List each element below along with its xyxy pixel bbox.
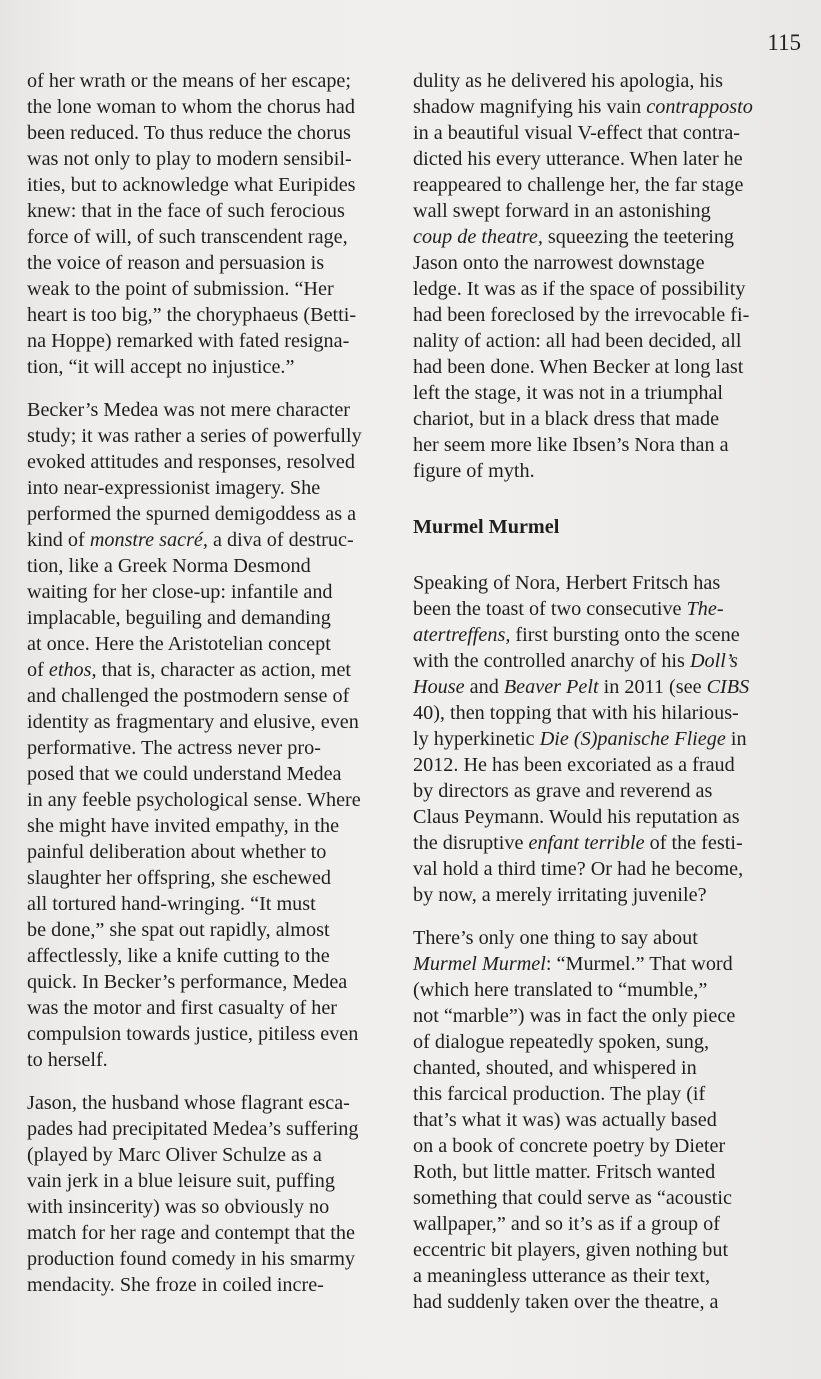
text-line: slaughter her offspring, she eschewed xyxy=(27,867,332,889)
text-run: and xyxy=(464,676,504,698)
text-line: performative. The actress never pro- xyxy=(27,737,321,759)
text-line: figure of myth. xyxy=(413,460,535,482)
italic-term: atertreffens, xyxy=(413,624,511,646)
text-run: : “Murmel.” That word xyxy=(545,953,733,975)
text-run: shadow magnifying his vain xyxy=(413,96,647,118)
text-line: chariot, but in a black dress that made xyxy=(413,408,720,430)
text-line: performed the spurned demigoddess as a xyxy=(27,503,357,525)
text-line: was the motor and first casualty of her xyxy=(27,997,338,1019)
text-line: vain jerk in a blue leisure suit, puffing xyxy=(27,1170,335,1192)
text-line: at once. Here the Aristotelian concept xyxy=(27,633,331,655)
text-line: into near-expressionist imagery. She xyxy=(27,477,321,499)
text-line: nality of action: all had been decided, all xyxy=(413,330,742,352)
paragraph xyxy=(27,1090,397,1298)
text-line: the voice of reason and persuasion is xyxy=(27,252,325,274)
text-line: be done,” she spat out rapidly, almost xyxy=(27,919,330,941)
text-line: study; it was rather a series of powerfully xyxy=(27,425,362,447)
italic-term: enfant terrible xyxy=(528,832,645,854)
italic-term: contrapposto xyxy=(646,96,753,118)
text-run: kind of xyxy=(27,529,90,551)
text-line xyxy=(413,596,785,622)
text-line: production found comedy in his smarmy xyxy=(27,1248,355,1270)
text-line: Jason, the husband whose flagrant esca- xyxy=(27,1092,350,1114)
text-line: force of will, of such transcendent rage, xyxy=(27,226,348,248)
text-run: a diva of destruc- xyxy=(207,529,354,551)
text-line: eccentric bit players, given nothing but xyxy=(413,1239,729,1261)
text-line xyxy=(413,94,785,120)
text-line: 2012. He has been excoriated as a fraud xyxy=(413,754,735,776)
text-line xyxy=(27,527,397,553)
section-heading: Murmel Murmel xyxy=(413,516,560,538)
text-line: 40), then topping that with his hilarious- xyxy=(413,702,739,724)
text-line: (which here translated to “mumble,” xyxy=(413,979,708,1001)
text-run: in xyxy=(725,728,747,750)
text-line: wall swept forward in an astonishing xyxy=(413,200,711,222)
text-line xyxy=(27,657,397,683)
paragraph xyxy=(27,68,397,380)
italic-term: The- xyxy=(686,598,724,620)
italic-term: Beaver Pelt xyxy=(503,676,599,698)
text-line: been reduced. To thus reduce the chorus xyxy=(27,122,351,144)
text-run: that is, character as action, met xyxy=(96,659,352,681)
text-line: all tortured hand-wringing. “It must xyxy=(27,893,316,915)
text-line: Roth, but little matter. Fritsch wanted xyxy=(413,1161,716,1183)
text-line: had been done. When Becker at long last xyxy=(413,356,744,378)
text-run: squeezing the teetering xyxy=(542,226,735,248)
right-column xyxy=(413,68,785,1332)
text-line xyxy=(413,726,785,752)
text-line: weak to the point of submission. “Her xyxy=(27,278,334,300)
text-line: ledge. It was as if the space of possibility xyxy=(413,278,746,300)
italic-term: Murmel Murmel xyxy=(413,953,546,975)
text-line: na Hoppe) remarked with fated resigna- xyxy=(27,330,350,352)
left-column xyxy=(27,68,397,1315)
page-number: 115 xyxy=(767,30,801,55)
text-line: left the stage, it was not in a triumphal xyxy=(413,382,724,404)
text-line: Speaking of Nora, Herbert Fritsch has xyxy=(413,572,721,594)
text-line: implacable, beguiling and demanding xyxy=(27,607,331,629)
text-line: Claus Peymann. Would his reputation as xyxy=(413,806,740,828)
text-line: affectlessly, like a knife cutting to the xyxy=(27,945,330,967)
text-line: of her wrath or the means of her escape; xyxy=(27,70,351,92)
italic-term: House xyxy=(413,676,465,698)
text-line: not “marble”) was in fact the only piece xyxy=(413,1005,736,1027)
text-line: val hold a third time? Or had he become, xyxy=(413,858,744,880)
text-line: in any feeble psychological sense. Where xyxy=(27,789,361,811)
paragraph xyxy=(27,397,397,1073)
text-line: had been foreclosed by the irrevocable fi- xyxy=(413,304,750,326)
text-line: ities, but to acknowledge what Euripides xyxy=(27,174,356,196)
text-line: in a beautiful visual V-effect that contra- xyxy=(413,122,741,144)
italic-term: coup de theatre, xyxy=(413,226,543,248)
text-line: had suddenly taken over the theatre, a xyxy=(413,1291,719,1313)
text-line: to herself. xyxy=(27,1049,108,1071)
text-line: was not only to play to modern sensibil- xyxy=(27,148,352,170)
text-run: ly hyperkinetic xyxy=(413,728,540,750)
text-line: painful deliberation about whether to xyxy=(27,841,327,863)
italic-term: Doll’s xyxy=(689,650,738,672)
text-line: posed that we could understand Medea xyxy=(27,763,342,785)
text-line: Becker’s Medea was not mere character xyxy=(27,399,351,421)
text-line: pades had precipitated Medea’s suffering xyxy=(27,1118,359,1140)
text-line: she might have invited empathy, in the xyxy=(27,815,340,837)
text-line: (played by Marc Oliver Schulze as a xyxy=(27,1144,322,1166)
text-line: by now, a merely irritating juvenile? xyxy=(413,884,707,906)
text-run: of the festi- xyxy=(644,832,743,854)
italic-term: Die (S)panische Fliege xyxy=(539,728,726,750)
text-line: of dialogue repeatedly spoken, sung, xyxy=(413,1031,710,1053)
text-line: reappeared to challenge her, the far stage xyxy=(413,174,744,196)
text-line: identity as fragmentary and elusive, even xyxy=(27,711,359,733)
text-line: her seem more like Ibsen’s Nora than a xyxy=(413,434,729,456)
text-line: compulsion towards justice, pitiless even xyxy=(27,1023,359,1045)
paragraph xyxy=(413,925,785,1315)
text-line: with insincerity) was so obviously no xyxy=(27,1196,330,1218)
text-line xyxy=(413,951,785,977)
text-line: something that could serve as “acoustic xyxy=(413,1187,732,1209)
text-line: by directors as grave and reverend as xyxy=(413,780,713,802)
italic-term: ethos, xyxy=(48,659,97,681)
text-line: tion, like a Greek Norma Desmond xyxy=(27,555,311,577)
text-line: tion, “it will accept no injustice.” xyxy=(27,356,295,378)
text-line: wallpaper,” and so it’s as if a group of xyxy=(413,1213,720,1235)
text-line: dicted his every utterance. When later he xyxy=(413,148,743,170)
text-line: dulity as he delivered his apologia, his xyxy=(413,70,724,92)
italic-term: CIBS xyxy=(706,676,750,698)
text-run: first bursting onto the scene xyxy=(510,624,740,646)
text-run: the disruptive xyxy=(413,832,529,854)
text-line xyxy=(413,648,785,674)
text-run: with the controlled anarchy of his xyxy=(413,650,690,672)
text-line: a meaningless utterance as their text, xyxy=(413,1265,711,1287)
text-line xyxy=(413,224,785,250)
text-line: There’s only one thing to say about xyxy=(413,927,698,949)
text-line xyxy=(413,830,785,856)
text-run: in 2011 (see xyxy=(598,676,707,698)
text-run: been the toast of two consecutive xyxy=(413,598,687,620)
paragraph xyxy=(413,570,785,908)
text-line xyxy=(413,674,785,700)
text-line: knew: that in the face of such ferocious xyxy=(27,200,345,222)
text-line: this farcical production. The play (if xyxy=(413,1083,706,1105)
paragraph xyxy=(413,68,785,484)
text-line: chanted, shouted, and whispered in xyxy=(413,1057,697,1079)
text-line: evoked attitudes and responses, resolved xyxy=(27,451,355,473)
text-line: match for her rage and contempt that the xyxy=(27,1222,355,1244)
text-line xyxy=(413,622,785,648)
text-run: of xyxy=(27,659,49,681)
text-line: heart is too big,” the choryphaeus (Betti- xyxy=(27,304,357,326)
text-line: Jason onto the narrowest downstage xyxy=(413,252,705,274)
italic-term: monstre sacré, xyxy=(89,529,208,551)
text-line: that’s what it was) was actually based xyxy=(413,1109,717,1131)
text-line: the lone woman to whom the chorus had xyxy=(27,96,355,118)
text-line: and challenged the postmodern sense of xyxy=(27,685,350,707)
text-line: mendacity. She froze in coiled incre- xyxy=(27,1274,324,1296)
text-line: quick. In Becker’s performance, Medea xyxy=(27,971,348,993)
text-line: waiting for her close-up: infantile and xyxy=(27,581,333,603)
text-line: on a book of concrete poetry by Dieter xyxy=(413,1135,726,1157)
